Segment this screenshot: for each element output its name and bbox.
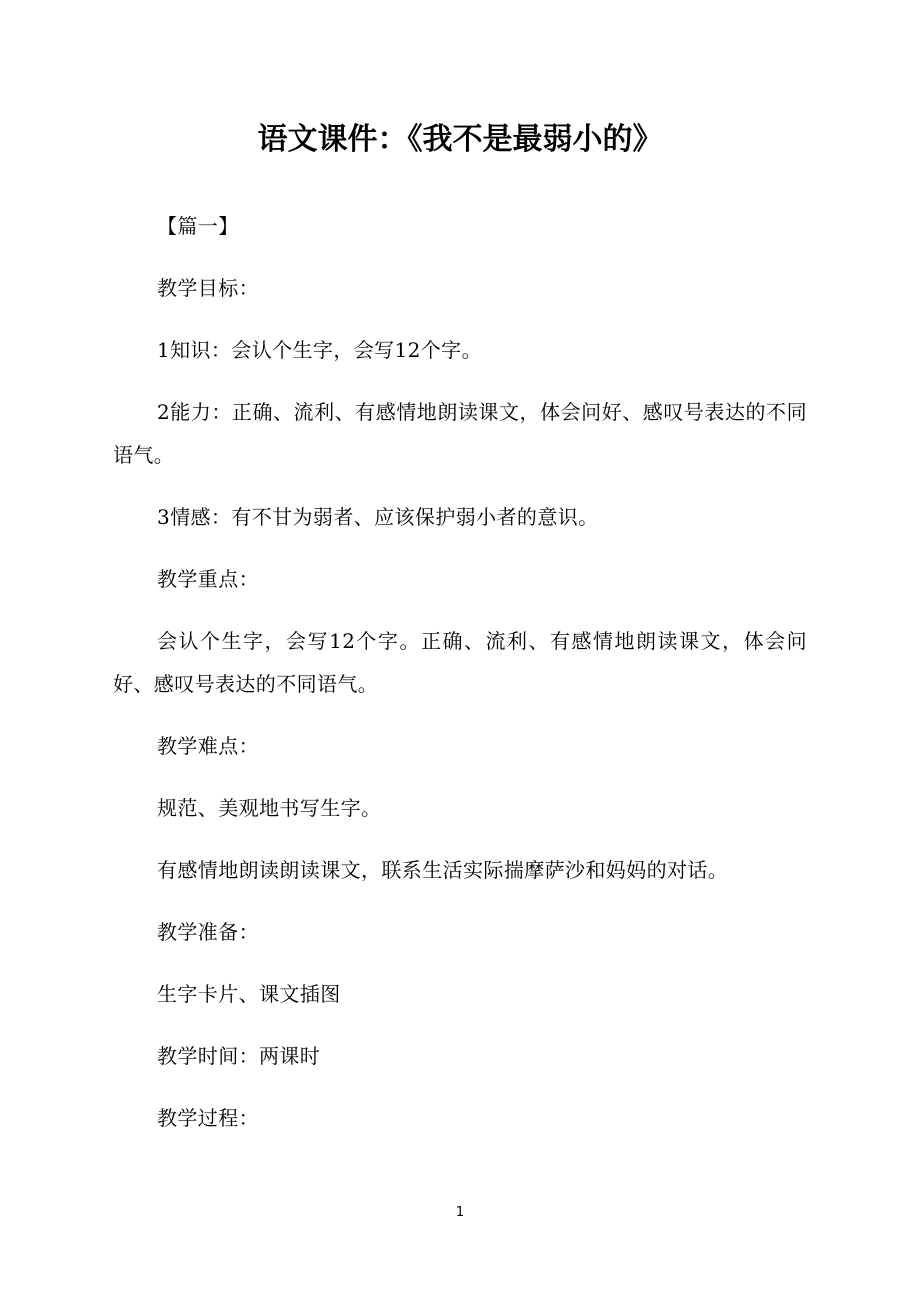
paragraph-teaching-time: 教学时间：两课时	[157, 1044, 321, 1068]
paragraph-goal-emotion: 3情感：有不甘为弱者、应该保护弱小者的意识。	[157, 505, 599, 529]
paragraph-preparation-label: 教学准备：	[157, 920, 259, 944]
document-body	[113, 205, 807, 1159]
paragraph-difficulty-reading: 有感情地朗读朗读课文，联系生活实际揣摩萨沙和妈妈的对话。	[157, 858, 729, 882]
document-title: 语文课件：《我不是最弱小的》	[257, 122, 663, 157]
paragraph-teaching-process-label: 教学过程：	[157, 1106, 259, 1130]
paragraph-teaching-goals-label: 教学目标：	[157, 276, 259, 300]
paragraph-key-points: 会认个生字，会写12个字。正确、流利、有感情地朗读课文，体会问好、感叹号表达的不同语气。	[113, 629, 807, 696]
paragraph-goal-ability: 2能力：正确、流利、有感情地朗读课文，体会问好、感叹号表达的不同语气。	[113, 400, 807, 467]
paragraph-difficulty-writing: 规范、美观地书写生字。	[157, 796, 382, 820]
page-number: 1	[455, 1205, 465, 1220]
paragraph-key-points-label: 教学重点：	[157, 567, 259, 591]
paragraph-preparation: 生字卡片、课文插图	[157, 982, 341, 1006]
section-heading: 【篇一】	[157, 214, 239, 238]
paragraph-difficulties-label: 教学难点：	[157, 734, 259, 758]
paragraph-goal-knowledge: 1知识：会认个生字，会写12个字。	[157, 338, 482, 362]
